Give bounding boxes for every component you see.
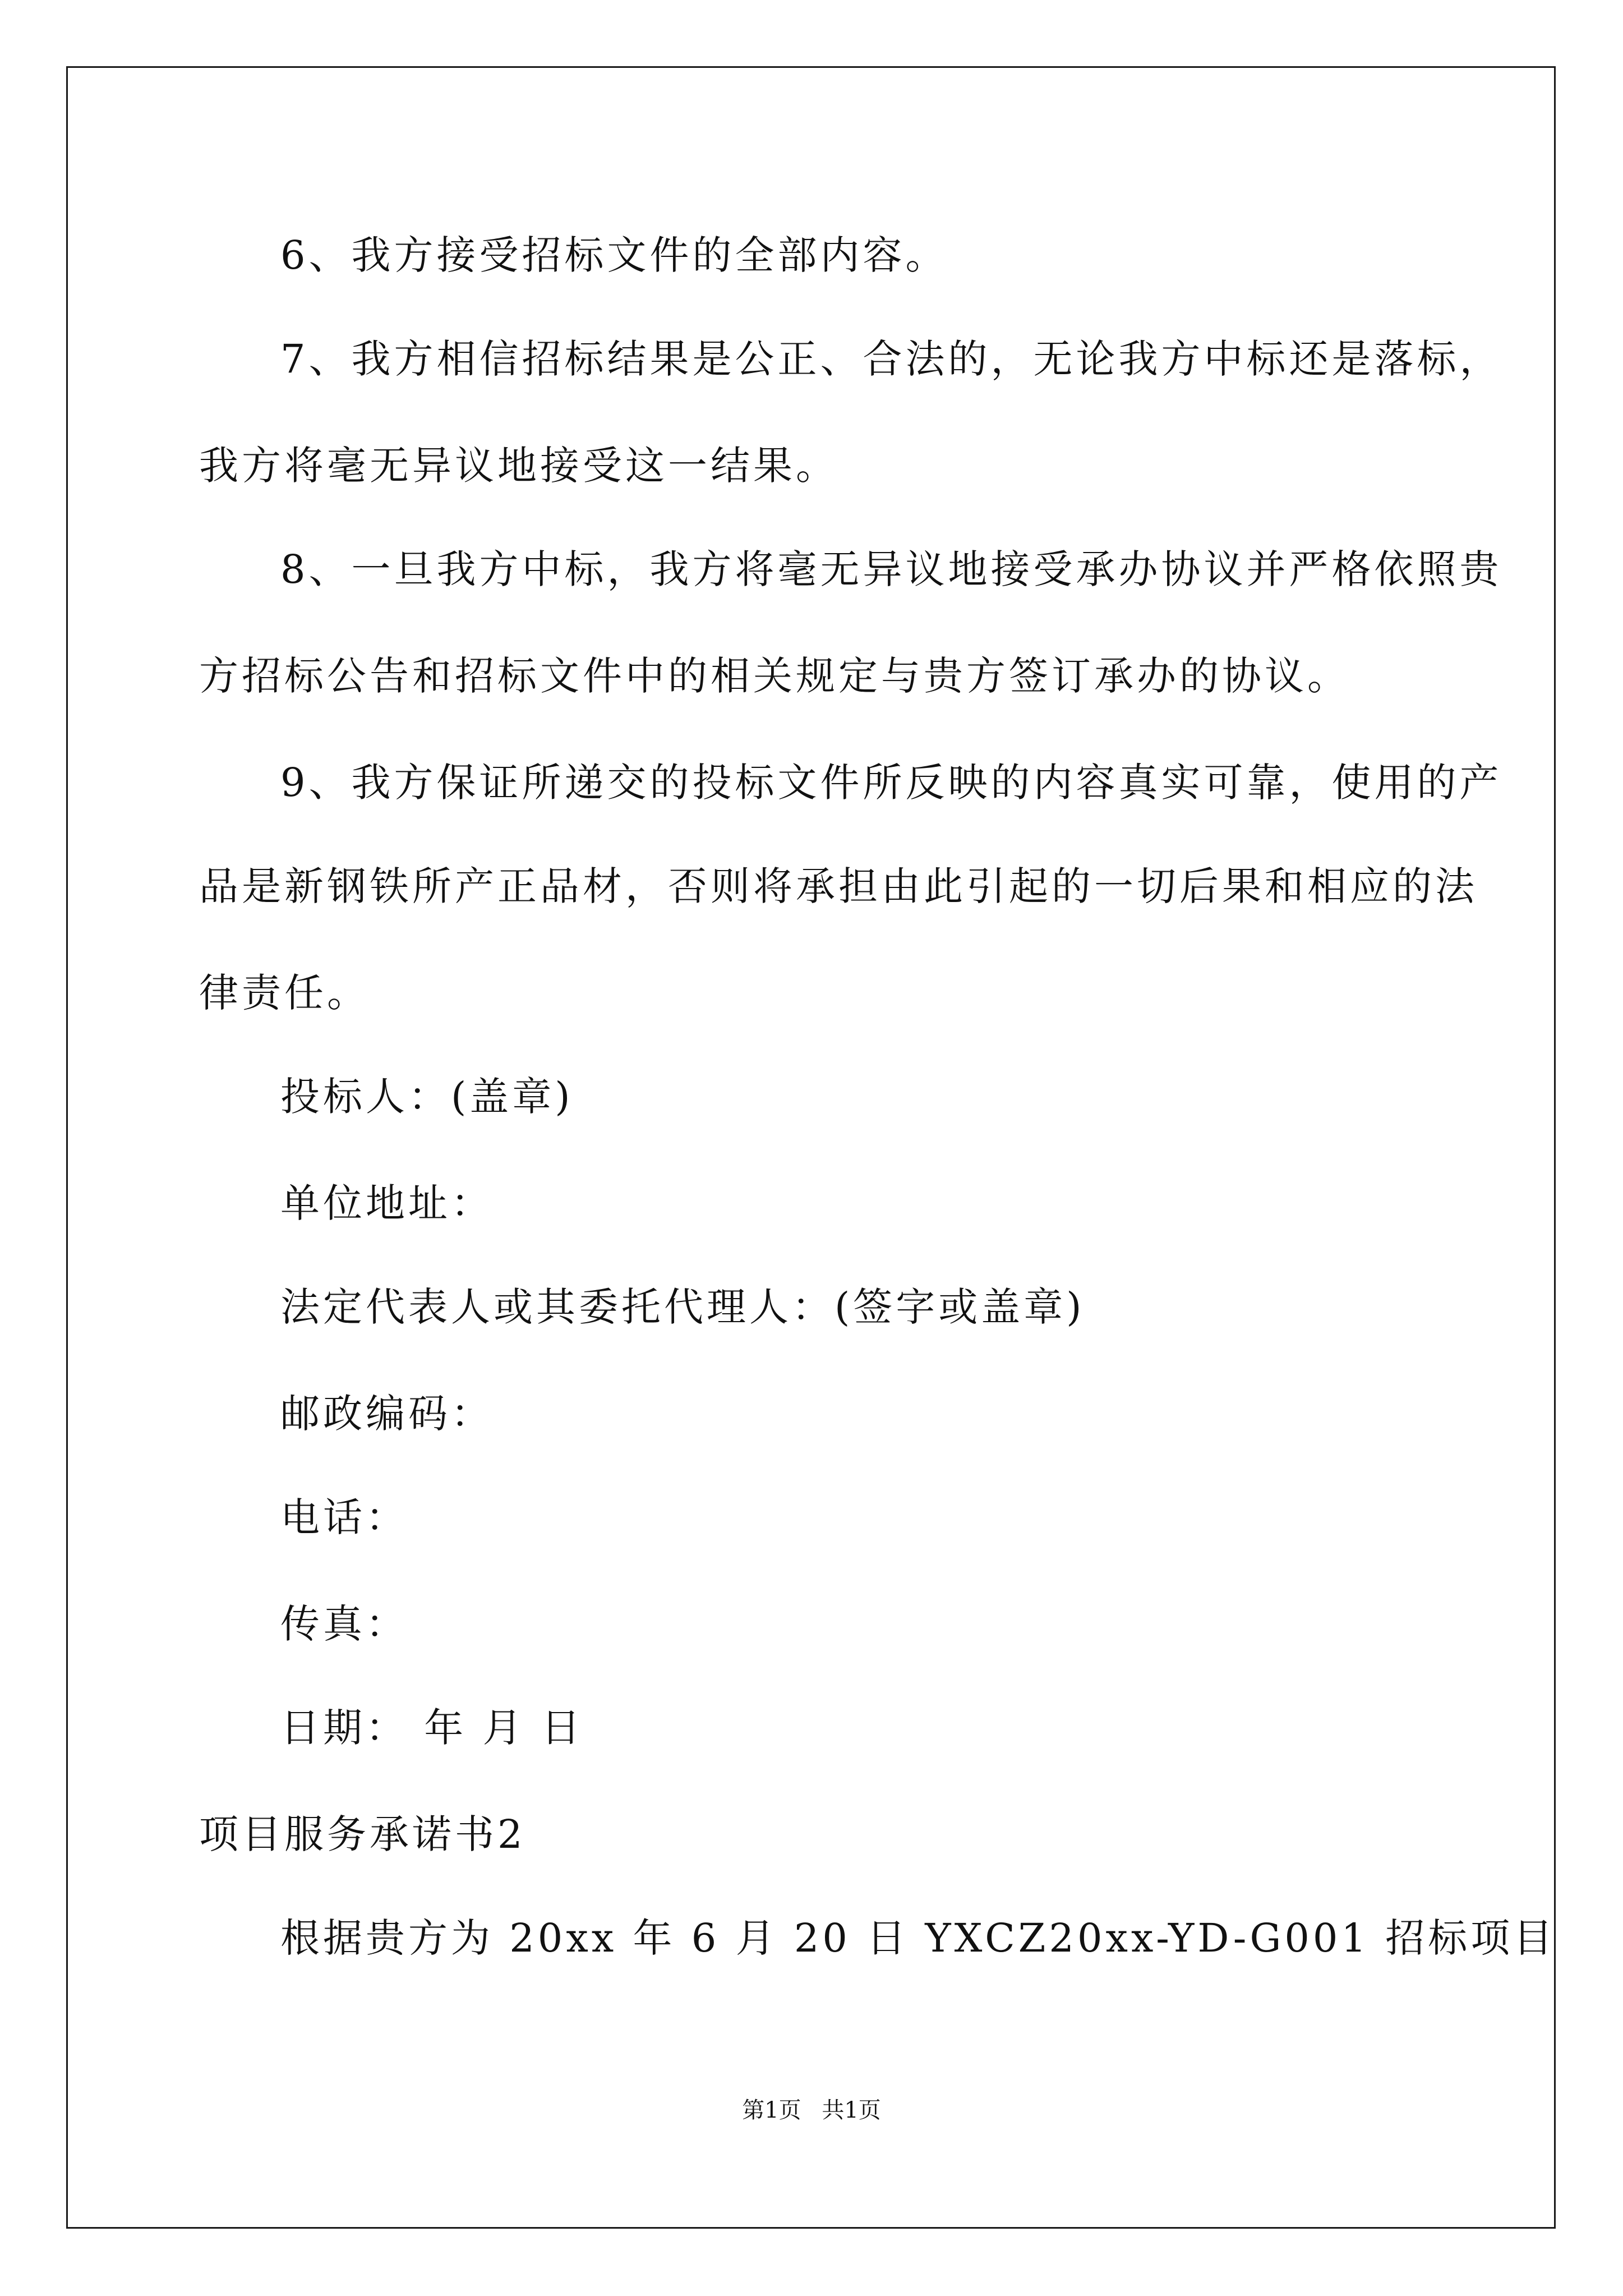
paragraph-8-line-2: 方招标公告和招标文件中的相关规定与贵方签订承办的协议。 — [199, 653, 1350, 699]
paragraph-7-line-2: 我方将毫无异议地接受这一结果。 — [199, 443, 838, 489]
paragraph-8-line-1: 8、一旦我方中标，我方将毫无异议地接受承办协议并严格依照贵 — [280, 546, 1502, 592]
page-number-current: 第1页 — [742, 2097, 801, 2123]
page-border — [66, 66, 1556, 2229]
paragraph-9-line-1: 9、我方保证所递交的投标文件所反映的内容真实可靠，使用的产 — [280, 760, 1502, 806]
field-postcode: 邮政编码： — [280, 1391, 494, 1437]
paragraph-9-line-3: 律责任。 — [199, 970, 370, 1016]
section-title: 项目服务承诺书2 — [199, 1811, 526, 1857]
paragraph-7-line-1: 7、我方相信招标结果是公正、合法的，无论我方中标还是落标， — [280, 336, 1502, 382]
field-fax: 传真： — [280, 1601, 408, 1647]
field-phone: 电话： — [280, 1494, 408, 1540]
section-first-line: 根据贵方为 20xx 年 6 月 20 日 YXCZ20xx-YD-G001 招标项目 — [280, 1915, 1556, 1961]
field-bidder: 投标人：(盖章) — [280, 1074, 574, 1120]
page-number-total: 共1页 — [822, 2097, 881, 2123]
paragraph-6-line-1: 6、我方接受招标文件的全部内容。 — [280, 232, 948, 278]
field-address: 单位地址： — [280, 1180, 494, 1226]
field-representative: 法定代表人或其委托代理人：(签字或盖章) — [280, 1284, 1085, 1330]
field-date: 日期： 年 月 日 — [280, 1705, 584, 1751]
page-footer — [0, 2093, 1623, 2127]
paragraph-9-line-2: 品是新钢铁所产正品材，否则将承担由此引起的一切后果和相应的法 — [199, 863, 1478, 909]
